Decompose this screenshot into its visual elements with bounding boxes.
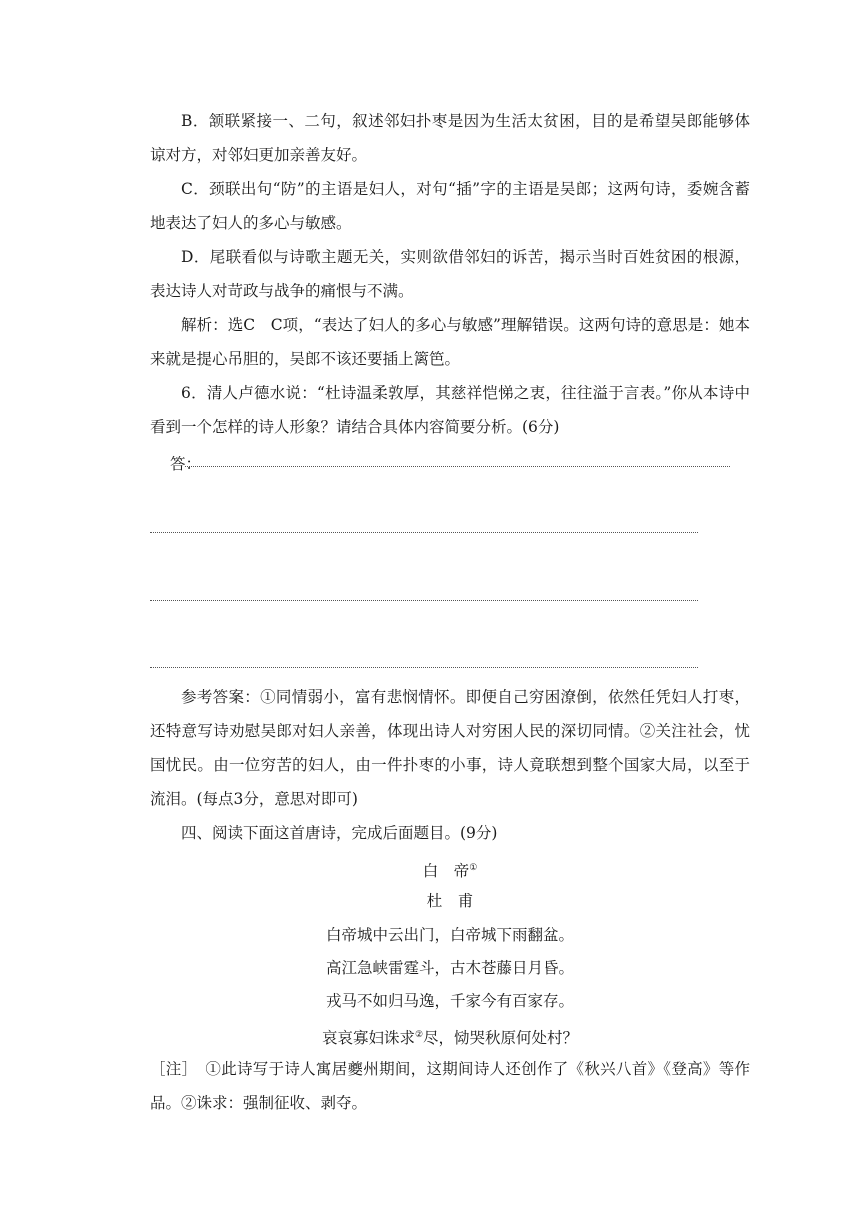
footnote-paragraph xyxy=(150,1052,750,1120)
analysis-paragraph xyxy=(150,308,750,376)
poem-line xyxy=(150,1025,750,1048)
footnote-text: ［注］ ①此诗写于诗人寓居夔州期间，这期间诗人还创作了《秋兴八首》《登高》等作品。②诛求：强制征收、剥夺。 xyxy=(150,1060,750,1112)
poem-line-text: 尽，恸哭秋原何处村？ xyxy=(423,1029,579,1048)
option-b xyxy=(150,104,750,172)
poem-title-footnote: ① xyxy=(469,863,478,873)
question-6-text: 6．清人卢德水说：“杜诗温柔敦厚，其慈祥恺悌之衷，往往溢于言表。”你从本诗中看到一个怎样的诗人形象？请结合具体内容简要分析。(6分) xyxy=(150,384,750,436)
poem-line xyxy=(150,991,750,1011)
poem-title xyxy=(150,858,750,881)
answer-line-4[interactable] xyxy=(150,667,698,668)
reference-answer xyxy=(150,680,750,816)
option-d-text: D．尾联看似与诗歌主题无关，实则欲借邻妇的诉苦，揭示当时百姓贫困的根源，表达诗人对苛政与战争的痛恨与不满。 xyxy=(150,248,750,300)
option-d xyxy=(150,240,750,308)
answer-label: 答： xyxy=(170,455,202,473)
poem-line-text: 哀哀寡妇诛求 xyxy=(321,1029,415,1048)
poem-author-text: 杜 甫 xyxy=(426,892,474,910)
answer-line-2[interactable] xyxy=(150,532,698,533)
poem-line-footnote: ② xyxy=(414,1030,424,1040)
poem-line-text: 高江急峡雷霆斗，古木苍藤日月昏。 xyxy=(325,959,574,977)
poem-line xyxy=(150,958,750,978)
poem-title-text: 白 帝 xyxy=(422,862,470,881)
section-4-text: 四、阅读下面这首唐诗，完成后面题目。(9分) xyxy=(181,824,498,842)
section-4-heading xyxy=(150,816,750,850)
answer-dotted-line xyxy=(185,466,730,467)
option-c xyxy=(150,172,750,240)
reference-answer-text: 参考答案：①同情弱小，富有悲悯情怀。即便自己穷困潦倒，依然任凭妇人打枣，还特意写诗劝慰吴郎对妇人亲善，体现出诗人对穷困人民的深切同情。②关注社会，忧国忧民。由一位穷苦的妇人，由一件扑枣的小事，诗人竟联想到整个国家大局，以至于流泪。(每点3分，意思对即可) xyxy=(150,688,750,808)
answer-line-3[interactable] xyxy=(150,600,698,601)
analysis-text: 解析：选C C项，“表达了妇人的多心与敏感”理解错误。这两句诗的意思是：她本来就是提心吊胆的，吴郎不该还要插上篱笆。 xyxy=(150,316,750,368)
answer-line-1[interactable] xyxy=(150,454,730,474)
poem-line-text: 白帝城中云出门，白帝城下雨翻盆。 xyxy=(325,926,574,944)
option-b-text: B．颔联紧接一、二句，叙述邻妇扑枣是因为生活太贫困，目的是希望吴郎能够体谅对方，对邻妇更加亲善友好。 xyxy=(150,112,750,164)
poem-author xyxy=(150,891,750,911)
option-c-text: C．颈联出句“防”的主语是妇人，对句“插”字的主语是吴郎；这两句诗，委婉含蓄地表达了妇人的多心与敏感。 xyxy=(150,180,750,232)
poem-line xyxy=(150,925,750,945)
poem-line-text: 戎马不如归马逸，千家今有百家存。 xyxy=(325,992,574,1010)
question-6 xyxy=(150,376,750,444)
